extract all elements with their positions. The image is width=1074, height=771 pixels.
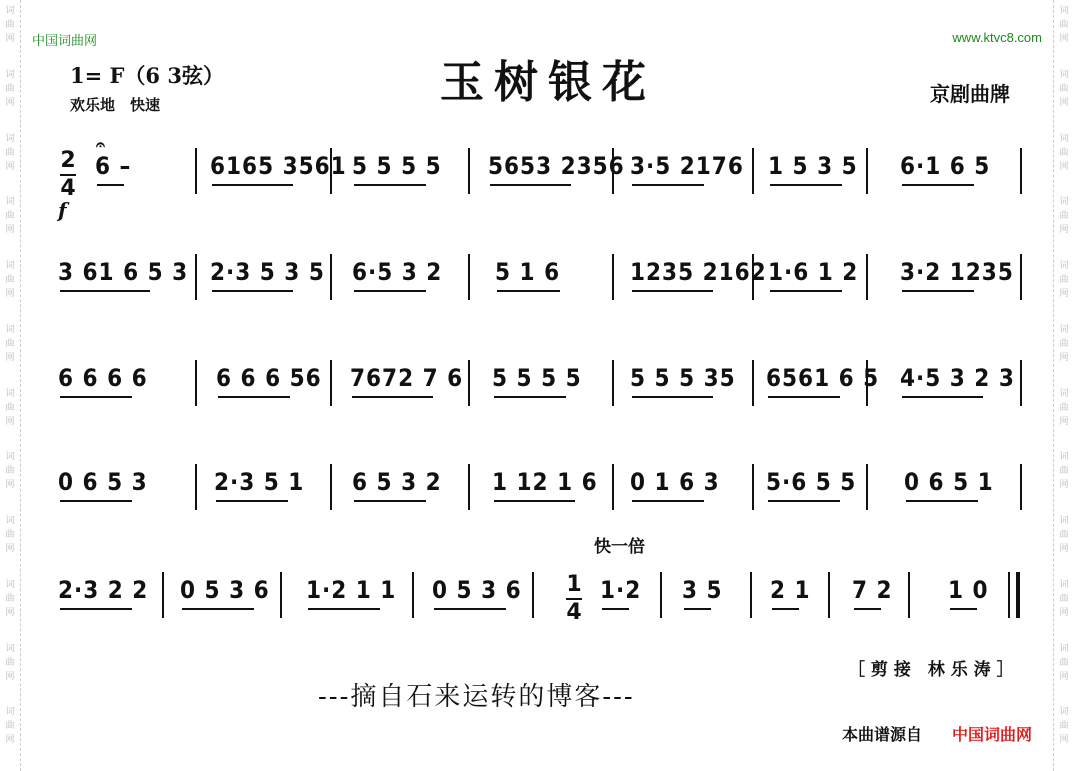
footer-source-label: 本曲谱源自 bbox=[842, 725, 923, 744]
barline bbox=[866, 254, 868, 300]
watermark-char: 网 bbox=[5, 416, 15, 427]
barline bbox=[195, 464, 197, 510]
watermark-char: 词 bbox=[1059, 643, 1069, 654]
measure-notes: 5 5 5 5 bbox=[492, 364, 582, 392]
excerpt-note: ---摘自石来运转的博客--- bbox=[318, 682, 635, 712]
barline bbox=[752, 360, 754, 406]
barline bbox=[1020, 360, 1022, 406]
dynamic-marking: f bbox=[58, 198, 67, 222]
beam-line bbox=[632, 500, 704, 502]
barline bbox=[908, 572, 910, 618]
final-barline bbox=[1008, 572, 1010, 618]
watermark-char: 曲 bbox=[5, 83, 15, 94]
beam-line bbox=[60, 290, 150, 292]
watermark-char: 曲 bbox=[5, 338, 15, 349]
beam-line bbox=[60, 608, 132, 610]
time-signature-change-top: 1 bbox=[566, 572, 582, 597]
watermark-char: 词 bbox=[5, 261, 15, 271]
beam-line bbox=[354, 290, 426, 292]
beam-line bbox=[768, 396, 840, 398]
measure-notes: 1·6 1 2 bbox=[768, 258, 859, 286]
watermark-char: 网 bbox=[1059, 352, 1069, 363]
beam-line bbox=[770, 184, 842, 186]
staff-line-5 bbox=[58, 566, 1028, 626]
watermark-char: 词 bbox=[1059, 69, 1069, 80]
measure-notes: 7672 7 6 bbox=[350, 364, 464, 392]
barline bbox=[1020, 148, 1022, 194]
watermark-char: 网 bbox=[5, 544, 15, 554]
barline bbox=[412, 572, 414, 618]
arranger-credit: ［ 剪 接 林 乐 涛 ］ bbox=[848, 660, 1014, 680]
measure-notes: 6165 3561 bbox=[210, 152, 347, 180]
measure-notes: 4·5 3 2 3 bbox=[900, 364, 1015, 392]
measure-notes: 0 6 5 3 bbox=[58, 468, 148, 496]
measure-notes: 3 61 6 5 3 bbox=[58, 258, 189, 286]
barline bbox=[468, 360, 470, 406]
watermark-char: 曲 bbox=[1059, 466, 1069, 477]
watermark-char: 词 bbox=[5, 133, 15, 144]
watermark-char: 曲 bbox=[5, 211, 15, 222]
barline bbox=[866, 464, 868, 510]
measure-notes: 3·2 1235 bbox=[900, 258, 1014, 286]
barline bbox=[468, 254, 470, 300]
measure-notes: 6 – bbox=[95, 152, 132, 180]
watermark-char: 网 bbox=[5, 607, 15, 618]
barline bbox=[866, 148, 868, 194]
watermark-char: 网 bbox=[1059, 416, 1069, 427]
beam-line bbox=[632, 396, 713, 398]
beam-line bbox=[354, 500, 426, 502]
watermark-char: 曲 bbox=[5, 275, 15, 285]
watermark-char: 词 bbox=[1059, 133, 1069, 144]
watermark-char: 词 bbox=[5, 579, 15, 590]
measure-notes: 5·6 5 5 bbox=[766, 468, 857, 496]
beam-line bbox=[60, 396, 132, 398]
watermark-char: 网 bbox=[5, 671, 15, 682]
watermark-char: 曲 bbox=[1059, 147, 1069, 158]
watermark-char: 词 bbox=[5, 69, 15, 80]
staff-line-3 bbox=[58, 354, 1028, 414]
time-signature-top: 2 bbox=[60, 148, 76, 173]
beam-line bbox=[60, 500, 132, 502]
barline bbox=[330, 464, 332, 510]
measure-notes: 2·3 2 2 bbox=[58, 576, 149, 604]
watermark-char: 词 bbox=[1059, 388, 1069, 399]
beam-line bbox=[854, 608, 881, 610]
beam-line bbox=[494, 500, 575, 502]
measure-notes: 6·5 3 2 bbox=[352, 258, 443, 286]
watermark-char: 网 bbox=[1059, 735, 1069, 746]
barline bbox=[330, 254, 332, 300]
time-signature-change-bottom: 4 bbox=[566, 600, 582, 625]
staff-line-1 bbox=[58, 142, 1028, 202]
watermark-char: 词 bbox=[5, 707, 15, 718]
beam-line bbox=[352, 396, 433, 398]
watermark-char: 网 bbox=[1059, 97, 1069, 108]
beam-line bbox=[354, 184, 426, 186]
measure-notes: 6·1 6 5 bbox=[900, 152, 991, 180]
barline bbox=[280, 572, 282, 618]
beam-line bbox=[494, 396, 566, 398]
watermark-char: 词 bbox=[1059, 707, 1069, 718]
beam-line bbox=[906, 500, 978, 502]
watermark-char: 词 bbox=[5, 6, 15, 16]
beam-line bbox=[212, 184, 293, 186]
beam-line bbox=[434, 608, 506, 610]
watermark-char: 曲 bbox=[5, 593, 15, 604]
watermark-char: 曲 bbox=[1059, 338, 1069, 349]
tempo-marking: 欢乐地 快速 bbox=[70, 96, 161, 114]
beam-line bbox=[902, 184, 974, 186]
measure-notes: 0 6 5 1 bbox=[904, 468, 994, 496]
watermark-char: 曲 bbox=[1059, 275, 1069, 285]
watermark-char: 词 bbox=[5, 388, 15, 399]
measure-notes: 6561 6 5 bbox=[766, 364, 880, 392]
measure-notes: 0 1 6 3 bbox=[630, 468, 720, 496]
watermark-char: 网 bbox=[1059, 607, 1069, 618]
watermark-char: 网 bbox=[1059, 289, 1069, 299]
watermark-char: 网 bbox=[5, 480, 15, 491]
watermark-char: 网 bbox=[1059, 34, 1069, 44]
watermark-char: 网 bbox=[5, 34, 15, 44]
watermark-char: 词 bbox=[5, 643, 15, 654]
measure-notes: 5 5 5 5 bbox=[352, 152, 442, 180]
watermark-char: 曲 bbox=[1059, 211, 1069, 222]
watermark-char: 网 bbox=[1059, 480, 1069, 491]
staff-line-2 bbox=[58, 248, 1028, 308]
key-signature: 1= F（6 3弦） bbox=[70, 63, 224, 88]
watermark-char: 曲 bbox=[5, 20, 15, 30]
beam-line bbox=[182, 608, 254, 610]
watermark-char: 网 bbox=[1059, 161, 1069, 172]
barline bbox=[330, 360, 332, 406]
beam-line bbox=[902, 290, 974, 292]
watermark-char: 词 bbox=[1059, 452, 1069, 463]
measure-notes: 6 5 3 2 bbox=[352, 468, 442, 496]
beam-line bbox=[497, 290, 560, 292]
measure-notes: 1235 2162 bbox=[630, 258, 767, 286]
barline bbox=[468, 148, 470, 194]
barline bbox=[752, 148, 754, 194]
time-signature-bottom: 4 bbox=[60, 176, 76, 201]
beam-line bbox=[216, 500, 288, 502]
barline bbox=[750, 572, 752, 618]
watermark-char: 曲 bbox=[5, 721, 15, 732]
barline bbox=[1020, 254, 1022, 300]
barline bbox=[660, 572, 662, 618]
watermark-char: 网 bbox=[5, 225, 15, 236]
beam-line bbox=[770, 290, 842, 292]
barline bbox=[532, 572, 534, 618]
measure-notes: 2·3 5 3 5 bbox=[210, 258, 325, 286]
barline bbox=[195, 254, 197, 300]
measure-notes: 1 12 1 6 bbox=[492, 468, 598, 496]
measure-notes: 3 5 bbox=[682, 576, 723, 604]
barline bbox=[195, 148, 197, 194]
barline bbox=[1020, 464, 1022, 510]
watermark-char: 网 bbox=[5, 352, 15, 363]
watermark-char: 曲 bbox=[5, 402, 15, 413]
beam-line bbox=[632, 290, 713, 292]
measure-notes: 5 5 5 35 bbox=[630, 364, 736, 392]
beam-line bbox=[602, 608, 629, 610]
measure-notes: 6 6 6 6 bbox=[58, 364, 148, 392]
watermark-char: 曲 bbox=[5, 466, 15, 477]
left-watermark-strip bbox=[0, 0, 21, 771]
barline bbox=[612, 254, 614, 300]
measure-notes: 1 5 3 5 bbox=[768, 152, 858, 180]
site-url-right[interactable]: www.ktvc8.com bbox=[952, 30, 1042, 45]
measure-notes: 5 1 6 bbox=[495, 258, 561, 286]
watermark-char: 词 bbox=[1059, 324, 1069, 335]
watermark-char: 词 bbox=[5, 324, 15, 335]
watermark-char: 网 bbox=[5, 289, 15, 299]
watermark-char: 曲 bbox=[1059, 83, 1069, 94]
beam-line bbox=[768, 500, 840, 502]
beam-line bbox=[97, 184, 124, 186]
barline bbox=[162, 572, 164, 618]
beam-line bbox=[212, 290, 293, 292]
time-signature-change bbox=[566, 574, 582, 624]
barline bbox=[612, 360, 614, 406]
measure-notes: 2 1 bbox=[770, 576, 811, 604]
measure-notes: 5653 2356 bbox=[488, 152, 625, 180]
watermark-char: 曲 bbox=[5, 530, 15, 540]
measure-notes: 2·3 5 1 bbox=[214, 468, 305, 496]
watermark-char: 词 bbox=[1059, 6, 1069, 16]
watermark-char: 词 bbox=[1059, 197, 1069, 208]
watermark-char: 曲 bbox=[1059, 20, 1069, 30]
watermark-char: 网 bbox=[1059, 544, 1069, 554]
watermark-char: 网 bbox=[1059, 225, 1069, 236]
barline bbox=[828, 572, 830, 618]
barline bbox=[752, 464, 754, 510]
measure-notes: 1·2 1 1 bbox=[306, 576, 397, 604]
beam-line bbox=[950, 608, 977, 610]
footer-site-link[interactable]: 中国词曲网 bbox=[952, 725, 1033, 744]
barline bbox=[195, 360, 197, 406]
site-name-left[interactable]: 中国词曲网 bbox=[32, 34, 98, 49]
staff-line-4 bbox=[58, 458, 1028, 518]
barline bbox=[612, 464, 614, 510]
watermark-char: 网 bbox=[5, 97, 15, 108]
watermark-char: 曲 bbox=[5, 147, 15, 158]
watermark-char: 词 bbox=[5, 197, 15, 208]
measure-notes: 1 0 bbox=[948, 576, 989, 604]
watermark-char: 曲 bbox=[1059, 530, 1069, 540]
watermark-char: 词 bbox=[1059, 579, 1069, 590]
genre-label: 京剧曲牌 bbox=[930, 82, 1010, 106]
fermata-icon: 𝄐 bbox=[96, 135, 105, 154]
watermark-char: 曲 bbox=[5, 657, 15, 668]
measure-notes: 0 5 3 6 bbox=[432, 576, 522, 604]
barline bbox=[468, 464, 470, 510]
measure-notes: 0 5 3 6 bbox=[180, 576, 270, 604]
watermark-char: 曲 bbox=[1059, 402, 1069, 413]
watermark-char: 词 bbox=[5, 452, 15, 463]
page-title: 玉树银花 bbox=[440, 57, 656, 108]
right-watermark-strip bbox=[1053, 0, 1074, 771]
measure-notes: 7 2 bbox=[852, 576, 893, 604]
watermark-char: 词 bbox=[1059, 261, 1069, 271]
watermark-char: 曲 bbox=[1059, 593, 1069, 604]
watermark-char: 曲 bbox=[1059, 721, 1069, 732]
beam-line bbox=[632, 184, 704, 186]
beam-line bbox=[218, 396, 290, 398]
watermark-char: 曲 bbox=[1059, 657, 1069, 668]
beam-line bbox=[772, 608, 799, 610]
measure-notes: 3·5 2176 bbox=[630, 152, 744, 180]
watermark-char: 网 bbox=[5, 161, 15, 172]
measure-notes: 1·2 bbox=[600, 576, 642, 604]
tempo-change: 快一倍 bbox=[594, 537, 645, 557]
watermark-char: 词 bbox=[1059, 516, 1069, 526]
watermark-char: 网 bbox=[1059, 671, 1069, 682]
watermark-char: 网 bbox=[5, 735, 15, 746]
watermark-char: 词 bbox=[5, 516, 15, 526]
beam-line bbox=[684, 608, 711, 610]
measure-notes: 6 6 6 56 bbox=[216, 364, 322, 392]
barline bbox=[1016, 572, 1020, 618]
beam-line bbox=[902, 396, 983, 398]
beam-line bbox=[308, 608, 380, 610]
beam-line bbox=[490, 184, 571, 186]
